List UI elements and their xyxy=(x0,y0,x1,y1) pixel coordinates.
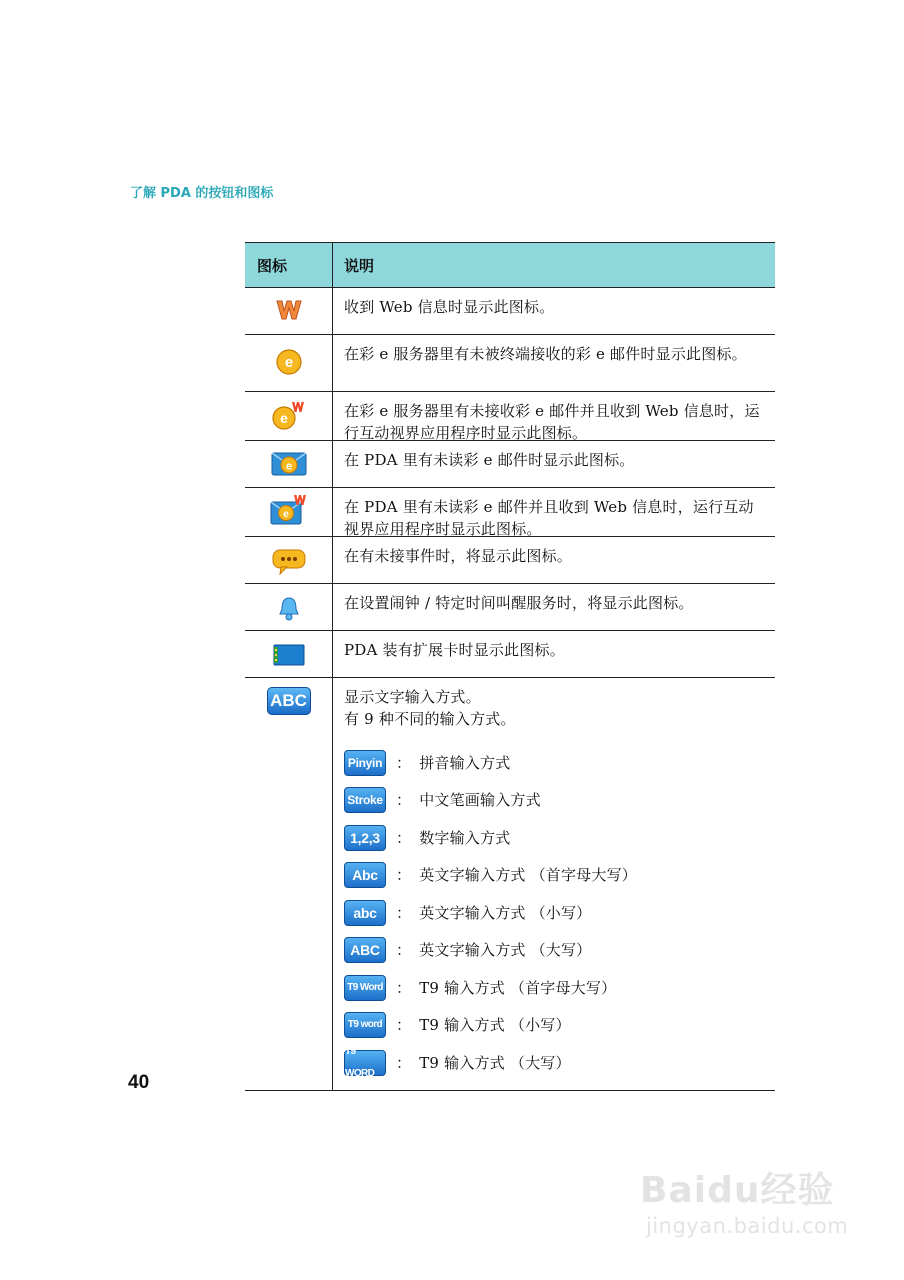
mode-label: T9 输入方式 （首字母大写） xyxy=(419,978,617,997)
list-item xyxy=(344,744,765,782)
abc-upper-mode-icon: ABC xyxy=(344,937,386,963)
table-row xyxy=(245,678,775,1090)
header-icon-col: 图标 xyxy=(245,243,333,287)
table-row xyxy=(245,288,775,335)
watermark-text: Baidu经验 xyxy=(640,1170,835,1211)
abc-initial-cap-mode-icon: Abc xyxy=(344,862,386,888)
unread-email-and-web-icon xyxy=(245,488,333,536)
email-and-web-server-icon xyxy=(245,392,333,440)
row-desc: 在彩 e 服务器里有未被终端接收的彩 e 邮件时显示此图标。 xyxy=(344,345,747,363)
list-item xyxy=(344,969,765,1007)
icon-table xyxy=(245,242,775,1091)
watermark-url: jingyan.baidu.com xyxy=(646,1214,849,1238)
pinyin-mode-icon: Pinyin xyxy=(344,750,386,776)
mode-label: 英文字输入方式 （小写） xyxy=(419,903,592,922)
header-desc-col: 说明 xyxy=(344,257,375,275)
alarm-bell-icon xyxy=(245,584,333,630)
mode-label: T9 输入方式 （大写） xyxy=(419,1053,571,1072)
unread-email-icon xyxy=(245,441,333,487)
t9-initial-cap-mode-icon: T9 Word xyxy=(344,975,386,1001)
web-message-icon xyxy=(245,288,333,334)
list-item xyxy=(344,782,765,820)
separator: ： xyxy=(396,1016,412,1035)
input-mode-list xyxy=(344,744,765,1090)
color-email-server-icon xyxy=(245,335,333,391)
missed-event-icon xyxy=(245,537,333,583)
t9-lower-mode-icon: T9 word xyxy=(344,1012,386,1038)
memory-card-icon xyxy=(245,631,333,677)
separator: ： xyxy=(396,978,412,997)
mode-label: 拼音输入方式 xyxy=(419,753,511,772)
row-desc: 在 PDA 里有未读彩 e 邮件并且收到 Web 信息时，运行互动视界应用程序时显示此图标。 xyxy=(344,498,754,538)
row-desc: 在设置闹钟 / 特定时间叫醒服务时，将显示此图标。 xyxy=(344,594,694,612)
input-mode-cell xyxy=(245,678,333,1090)
separator: ： xyxy=(396,903,412,922)
table-row xyxy=(245,488,775,537)
table-row xyxy=(245,392,775,441)
table-header xyxy=(245,243,775,288)
svg-text:e: e xyxy=(284,354,293,371)
input-desc-line1: 显示文字输入方式。 xyxy=(344,688,481,706)
row-desc: 收到 Web 信息时显示此图标。 xyxy=(344,298,555,316)
abc-lower-mode-icon: abc xyxy=(344,900,386,926)
watermark xyxy=(640,1150,860,1250)
table-row xyxy=(245,584,775,631)
table-row xyxy=(245,537,775,584)
svg-text:e: e xyxy=(282,509,289,520)
row-desc: 在有未接事件时，将显示此图标。 xyxy=(344,547,573,565)
mode-label: 英文字输入方式 （大写） xyxy=(419,941,592,960)
abc-mode-icon: ABC xyxy=(267,687,311,715)
row-desc: PDA 装有扩展卡时显示此图标。 xyxy=(344,641,565,659)
row-desc: 在彩 e 服务器里有未接收彩 e 邮件并且收到 Web 信息时，运行互动视界应用程序时显示此图标。 xyxy=(344,402,760,442)
mode-label: 数字输入方式 xyxy=(419,828,511,847)
svg-text:e: e xyxy=(279,410,288,426)
page-number: 40 xyxy=(128,1072,150,1093)
separator: ： xyxy=(396,866,412,885)
svg-text:e: e xyxy=(285,460,292,473)
numeric-mode-icon: 1,2,3 xyxy=(344,825,386,851)
t9-upper-mode-icon: T9 WORD xyxy=(344,1050,386,1076)
table-row xyxy=(245,631,775,678)
separator: ： xyxy=(396,941,412,960)
list-item xyxy=(344,894,765,932)
row-desc xyxy=(333,678,775,1090)
list-item xyxy=(344,857,765,895)
table-row xyxy=(245,441,775,488)
list-item xyxy=(344,932,765,970)
list-item xyxy=(344,1044,765,1082)
table-row xyxy=(245,335,775,392)
separator: ： xyxy=(396,791,412,810)
separator: ： xyxy=(396,1053,412,1072)
mode-label: 中文笔画输入方式 xyxy=(419,791,541,810)
list-item xyxy=(344,1007,765,1045)
stroke-mode-icon: Stroke xyxy=(344,787,386,813)
mode-label: T9 输入方式 （小写） xyxy=(419,1016,571,1035)
mode-label: 英文字输入方式 （首字母大写） xyxy=(419,866,637,885)
input-desc-line2: 有 9 种不同的输入方式。 xyxy=(344,710,516,728)
separator: ： xyxy=(396,828,412,847)
separator: ： xyxy=(396,753,412,772)
row-desc: 在 PDA 里有未读彩 e 邮件时显示此图标。 xyxy=(344,451,635,469)
section-title: 了解 PDA 的按钮和图标 xyxy=(130,186,274,201)
list-item xyxy=(344,819,765,857)
